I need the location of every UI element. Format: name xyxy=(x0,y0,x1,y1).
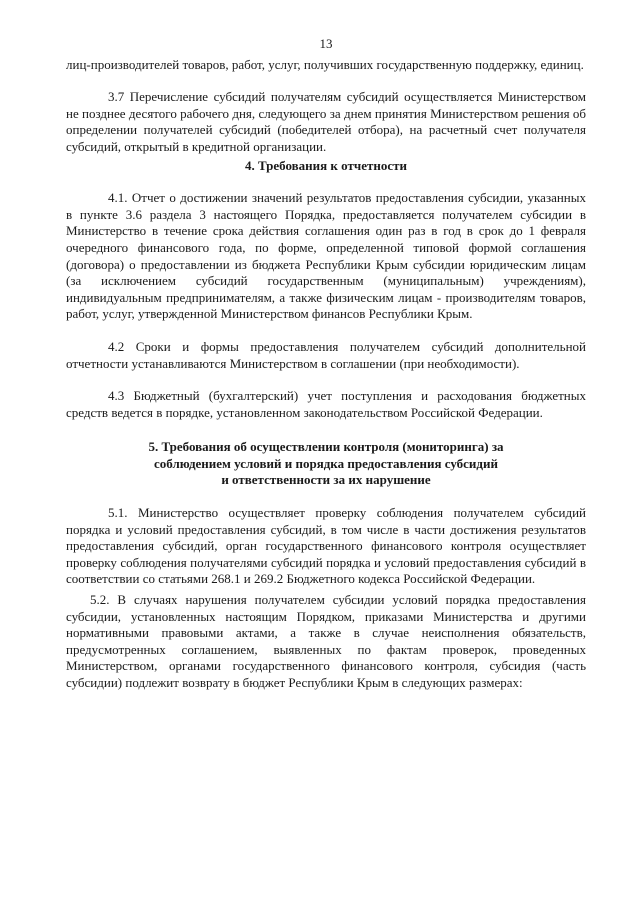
section-5-title-line-3: и ответственности за их нарушение xyxy=(221,472,431,488)
paragraph-4-3: 4.3 Бюджетный (бухгалтерский) учет поступления и расходования бюджетных средств ведется в порядке, установленном законодательством Российской Федерации. xyxy=(66,388,586,420)
section-4-title: 4. Требования к отчетности xyxy=(244,157,408,173)
section-5-title xyxy=(66,439,586,489)
section-5-title-line-1: 5. Требования об осуществлении контроля (мониторинга) за xyxy=(148,439,504,455)
document-page xyxy=(66,36,586,692)
intro-fragment: лиц-производителей товаров, работ, услуг, получивших государственную поддержку, единиц. xyxy=(66,56,584,72)
paragraph-4-2: 4.2 Сроки и формы предоставления получателем субсидий дополнительной отчетности устанавливаются Министерством в соглашении (при необходимости). xyxy=(66,338,586,371)
paragraph-4-1: 4.1. Отчет о достижении значений результатов предоставления субсидии, указанных в пункте 3.6 раздела 3 настоящего Порядка, предоставляется получателем субсидии в Министерство в течение срока действия соглашения один раз в год в срок до 1 февраля очередного финансового года, по форме, определенной типовой формой соглашения (договора) о предоставлении из бюджета Республики Крым субсидии юридическим лицам (за исключением субсидий государственным (муниципальным) учреждениям), индивидуальным предпринимателям, а также физическим лицам - производителям товаров, работ, услуг, утвержденной Министерством финансов Республики Крым. xyxy=(66,190,586,322)
paragraph-5-1: 5.1. Министерство осуществляет проверку соблюдения получателем субсидий порядка и условий предоставления субсидий, в том числе в части достижения результатов предоставления субсидий, орган государственного финансового контроля осуществляет проверку соблюдения получателями субсидий порядка и условий предоставления субсидий в соответствии со статьями 268.1 и 269.2 Бюджетного кодекса Российской Федерации. xyxy=(66,505,586,587)
section-5-title-line-2: соблюдением условий и порядка предоставления субсидий xyxy=(154,455,498,471)
paragraph-3-7: 3.7 Перечисление субсидий получателям субсидий осуществляется Министерством не позднее десятого рабочего дня, следующего за днем принятия Министерством решения об определении получателей субсидий (победителей отбора), на расчетный счет получателя субсидий, открытый в кредитной организации. xyxy=(66,89,586,154)
paragraph-5-2: 5.2. В случаях нарушения получателем субсидии условий порядка предоставления субсидии, установленных настоящим Порядком, приказами Министерства и другими нормативными правовыми актами, а также в случае неисполнения обязательств, предусмотренных соглашением, выявленных по фактам проверок, проведенных Министерством, органами государственного финансового контроля, субсидия (часть субсидии) подлежит возврату в бюджет Республики Крым в следующих размерах: xyxy=(66,592,586,690)
page-number: 13 xyxy=(319,36,333,51)
